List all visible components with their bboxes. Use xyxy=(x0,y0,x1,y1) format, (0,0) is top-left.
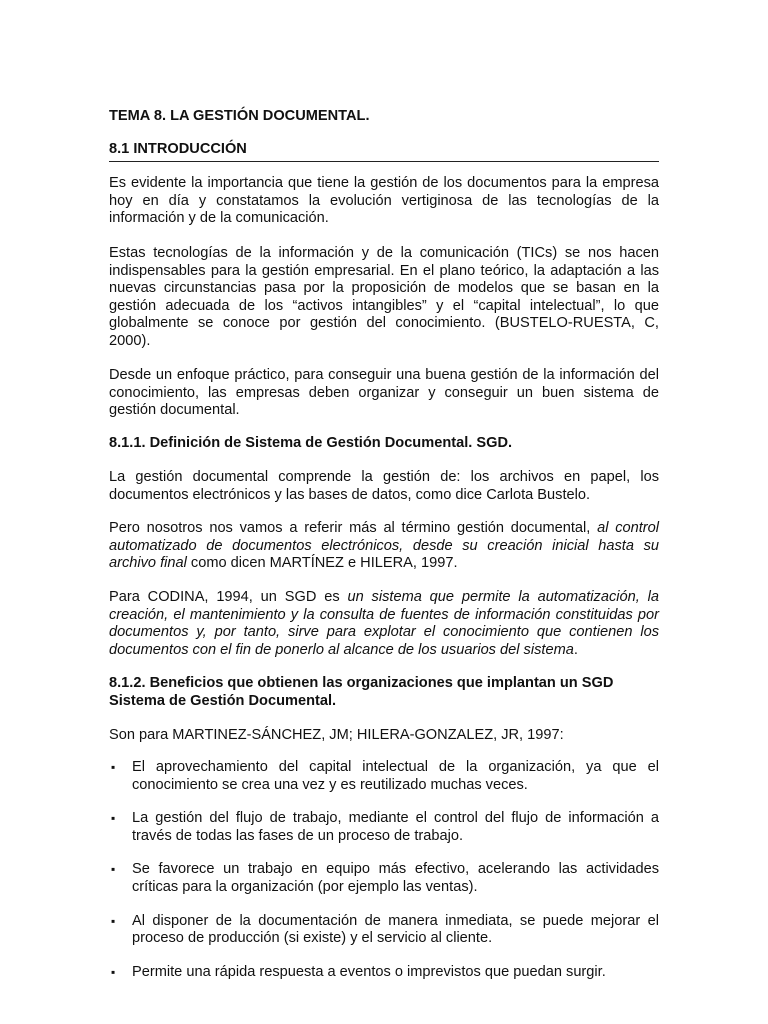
section-heading-introduccion: 8.1 INTRODUCCIÓN xyxy=(109,141,659,162)
list-item-text: La gestión del flujo de trabajo, mediante el control del flujo de información a través de todas las fases de un proceso de trabajo. xyxy=(132,810,659,844)
paragraph-4: La gestión documental comprende la gestión de: los archivos en papel, los documentos electrónicos y las bases de datos, como dice Carlota Bustelo. xyxy=(109,469,659,503)
paragraph-6-quote: un sistema que permite la automatización, la creación, el mantenimiento y la consulta de fuentes de información constituidas por documentos y, por tanto, sirve para explotar el conocimiento que contienen los documentos con el fin de ponerlo al alcance de los usuarios del sistema xyxy=(109,589,659,658)
paragraph-6-text-a: Para CODINA, 1994, un SGD es xyxy=(109,589,348,605)
document-title: TEMA 8. LA GESTIÓN DOCUMENTAL. xyxy=(109,108,370,124)
list-item-text: Se favorece un trabajo en equipo más efectivo, acelerando las actividades críticas para la organización (por ejemplo las ventas). xyxy=(132,861,659,895)
bullet-icon: ▪ xyxy=(111,760,116,774)
subsection-heading-812: 8.1.2. Beneficios que obtienen las organizaciones que implantan un SGD Sistema de Gestión Documental. xyxy=(109,675,614,709)
bullet-icon: ▪ xyxy=(111,862,116,877)
paragraph-2: Estas tecnologías de la información y de la comunicación (TICs) se nos hacen indispensables para la gestión empresarial. En el plano teórico, la adaptación a las nuevas circunstancias pasa por la proposición de modelos que se basan en la gestión adecuada de los “activos intangibles” y el “capital intelectual”, lo que globalmente se conoce por gestión del conocimiento. (BUSTELO-RUESTA, C, 2000). xyxy=(109,245,659,349)
bullet-icon: ▪ xyxy=(111,913,116,928)
list-item xyxy=(109,861,659,896)
paragraph-3: Desde un enfoque práctico, para conseguir una buena gestión de la información del conocimiento, las empresas deben organizar y conseguir un buen sistema de gestión documental. xyxy=(109,367,659,419)
list-item xyxy=(109,913,659,948)
list-item-text: Al disponer de la documentación de manera inmediata, se puede mejorar el proceso de producción (si existe) y el servicio al cliente. xyxy=(132,912,659,947)
bullet-icon: ▪ xyxy=(111,811,116,826)
benefits-list xyxy=(109,759,659,997)
list-item-text: El aprovechamiento del capital intelectual de la organización, ya que el conocimiento se crea una vez y es reutilizado muchas veces. xyxy=(132,759,659,793)
paragraph-6 xyxy=(109,589,659,659)
paragraph-5 xyxy=(109,520,659,573)
paragraph-7: Son para MARTINEZ-SÁNCHEZ, JM; HILERA-GONZALEZ, JR, 1997: xyxy=(109,727,564,743)
list-item xyxy=(109,810,659,845)
list-item xyxy=(109,964,659,982)
paragraph-5-text-a: Pero nosotros nos vamos a referir más al término gestión documental, xyxy=(109,520,598,536)
paragraph-1: Es evidente la importancia que tiene la gestión de los documentos para la empresa hoy en día y constatamos la evolución vertiginosa de las tecnologías de la información y de la comunicación. xyxy=(109,175,659,227)
bullet-icon: ▪ xyxy=(111,964,116,979)
list-item-text: Permite una rápida respuesta a eventos o imprevistos que puedan surgir. xyxy=(132,963,606,980)
subsection-heading-811: 8.1.1. Definición de Sistema de Gestión Documental. SGD. xyxy=(109,435,513,451)
paragraph-6-text-b: . xyxy=(573,641,578,658)
paragraph-5-quote: al control automatizado de documentos electrónicos, desde su creación inicial hasta su archivo final xyxy=(109,520,660,572)
list-item xyxy=(109,759,659,794)
paragraph-5-text-b: como dicen MARTÍNEZ e HILERA, 1997. xyxy=(186,555,458,572)
